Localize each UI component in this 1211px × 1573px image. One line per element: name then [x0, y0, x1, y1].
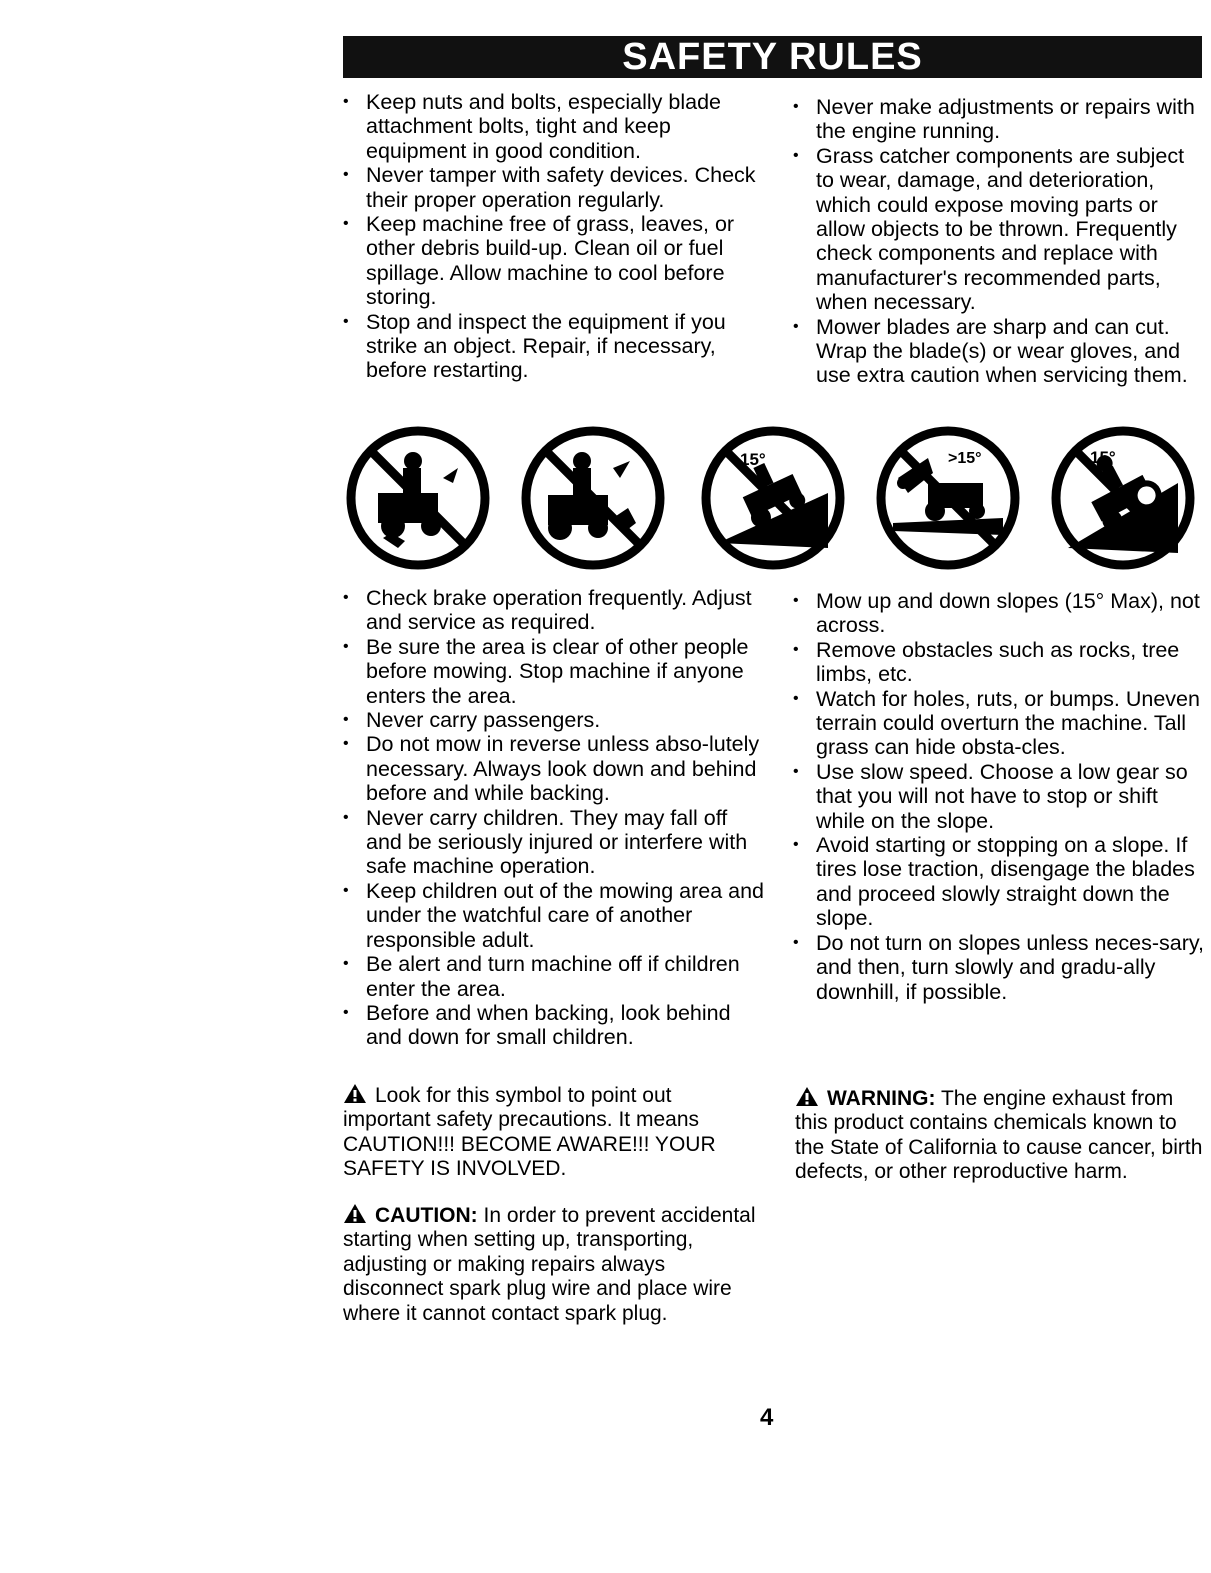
list-item: • Keep children out of the mowing area and under the watchful care of another responsible adult.: [341, 879, 766, 952]
no-children-forward-icon: [343, 423, 493, 573]
slope-over-15-degree-icon: [873, 423, 1023, 573]
slope-angle-label: 15°: [1090, 448, 1116, 467]
list-item: • Keep machine free of grass, leaves, or other debris build-up. Clean oil or fuel spillage. Allow machine to cool before storing.: [341, 212, 766, 310]
list-item: • Before and when backing, look behind and down for small children.: [341, 1001, 766, 1050]
slope-15-degree-icon: [698, 423, 848, 573]
warning-triangle-icon: [343, 1083, 367, 1104]
warning-text: The engine exhaust from this product contains chemicals known to the State of California to cause cancer, birth defects, or other reproductive harm.: [795, 1087, 1203, 1184]
list-item: • Never carry children. They may fall off and be seriously injured or interfere with safe machine operation.: [341, 806, 766, 879]
caution-label: CAUTION:: [375, 1204, 478, 1227]
list-item: • Never carry passengers.: [341, 708, 766, 732]
bottom-left-rules: [341, 586, 766, 1050]
top-left-rules: [341, 90, 766, 383]
slope-angle-label: 15°: [740, 450, 766, 469]
list-item: • Do not turn on slopes unless neces-sary, and then, turn slowly and gradu-ally downhill, if possible.: [791, 931, 1206, 1004]
list-item: • Remove obstacles such as rocks, tree limbs, etc.: [791, 638, 1206, 687]
page-number: 4: [760, 1404, 774, 1431]
list-item: • Never make adjustments or repairs with the engine running.: [791, 95, 1206, 144]
list-item: • Mow up and down slopes (15° Max), not across.: [791, 589, 1206, 638]
list-item: • Be alert and turn machine off if children enter the area.: [341, 952, 766, 1001]
warning-notice: [795, 1086, 1207, 1185]
list-item: • Check brake operation frequently. Adjust and service as required.: [341, 586, 766, 635]
list-item: • Avoid starting or stopping on a slope. If tires lose traction, disengage the blades and proceed slowly straight down the slope.: [791, 833, 1206, 931]
safety-symbol-text: Look for this symbol to point out important safety precautions. It means CAUTION!!! BECOME AWARE!!! YOUR SAFETY IS INVOLVED.: [343, 1084, 716, 1181]
safety-symbol-notice: [343, 1083, 753, 1182]
list-item: • Stop and inspect the equipment if you strike an object. Repair, if necessary, before restarting.: [341, 310, 766, 383]
bottom-right-rules: [791, 589, 1206, 1004]
warning-triangle-icon: [795, 1086, 819, 1107]
caution-notice: [343, 1203, 763, 1326]
safety-pictogram-row: [343, 423, 1203, 583]
warning-label: WARNING:: [827, 1087, 936, 1110]
list-item: • Keep nuts and bolts, especially blade attachment bolts, tight and keep equipment in good condition.: [341, 90, 766, 163]
list-item: • Watch for holes, ruts, or bumps. Uneven terrain could overturn the machine. Tall grass can hide obsta-cles.: [791, 687, 1206, 760]
list-item: • Be sure the area is clear of other people before mowing. Stop machine if anyone enters the area.: [341, 635, 766, 708]
list-item: • Never tamper with safety devices. Check their proper operation regularly.: [341, 163, 766, 212]
list-item: • Use slow speed. Choose a low gear so that you will not have to stop or shift while on the slope.: [791, 760, 1206, 833]
warning-triangle-icon: [343, 1203, 367, 1224]
no-children-reverse-icon: [518, 423, 668, 573]
list-item: • Grass catcher components are subject to wear, damage, and deterioration, which could expose moving parts or allow objects to be thrown. Frequently check components and replace with manufacturer's recommended parts, when necessary.: [791, 144, 1206, 315]
section-title-banner: SAFETY RULES: [343, 36, 1202, 78]
slope-15-across-icon: [1048, 423, 1198, 573]
list-item: • Do not mow in reverse unless abso-lutely necessary. Always look down and behind before and while backing.: [341, 732, 766, 805]
top-right-rules: [791, 95, 1206, 388]
slope-angle-label: >15°: [948, 450, 982, 467]
list-item: • Mower blades are sharp and can cut. Wrap the blade(s) or wear gloves, and use extra caution when servicing them.: [791, 315, 1206, 388]
caution-text: In order to prevent accidental starting when setting up, transporting, adjusting or making repairs always disconnect spark plug wire and place wire where it cannot contact spark plug.: [343, 1204, 756, 1325]
